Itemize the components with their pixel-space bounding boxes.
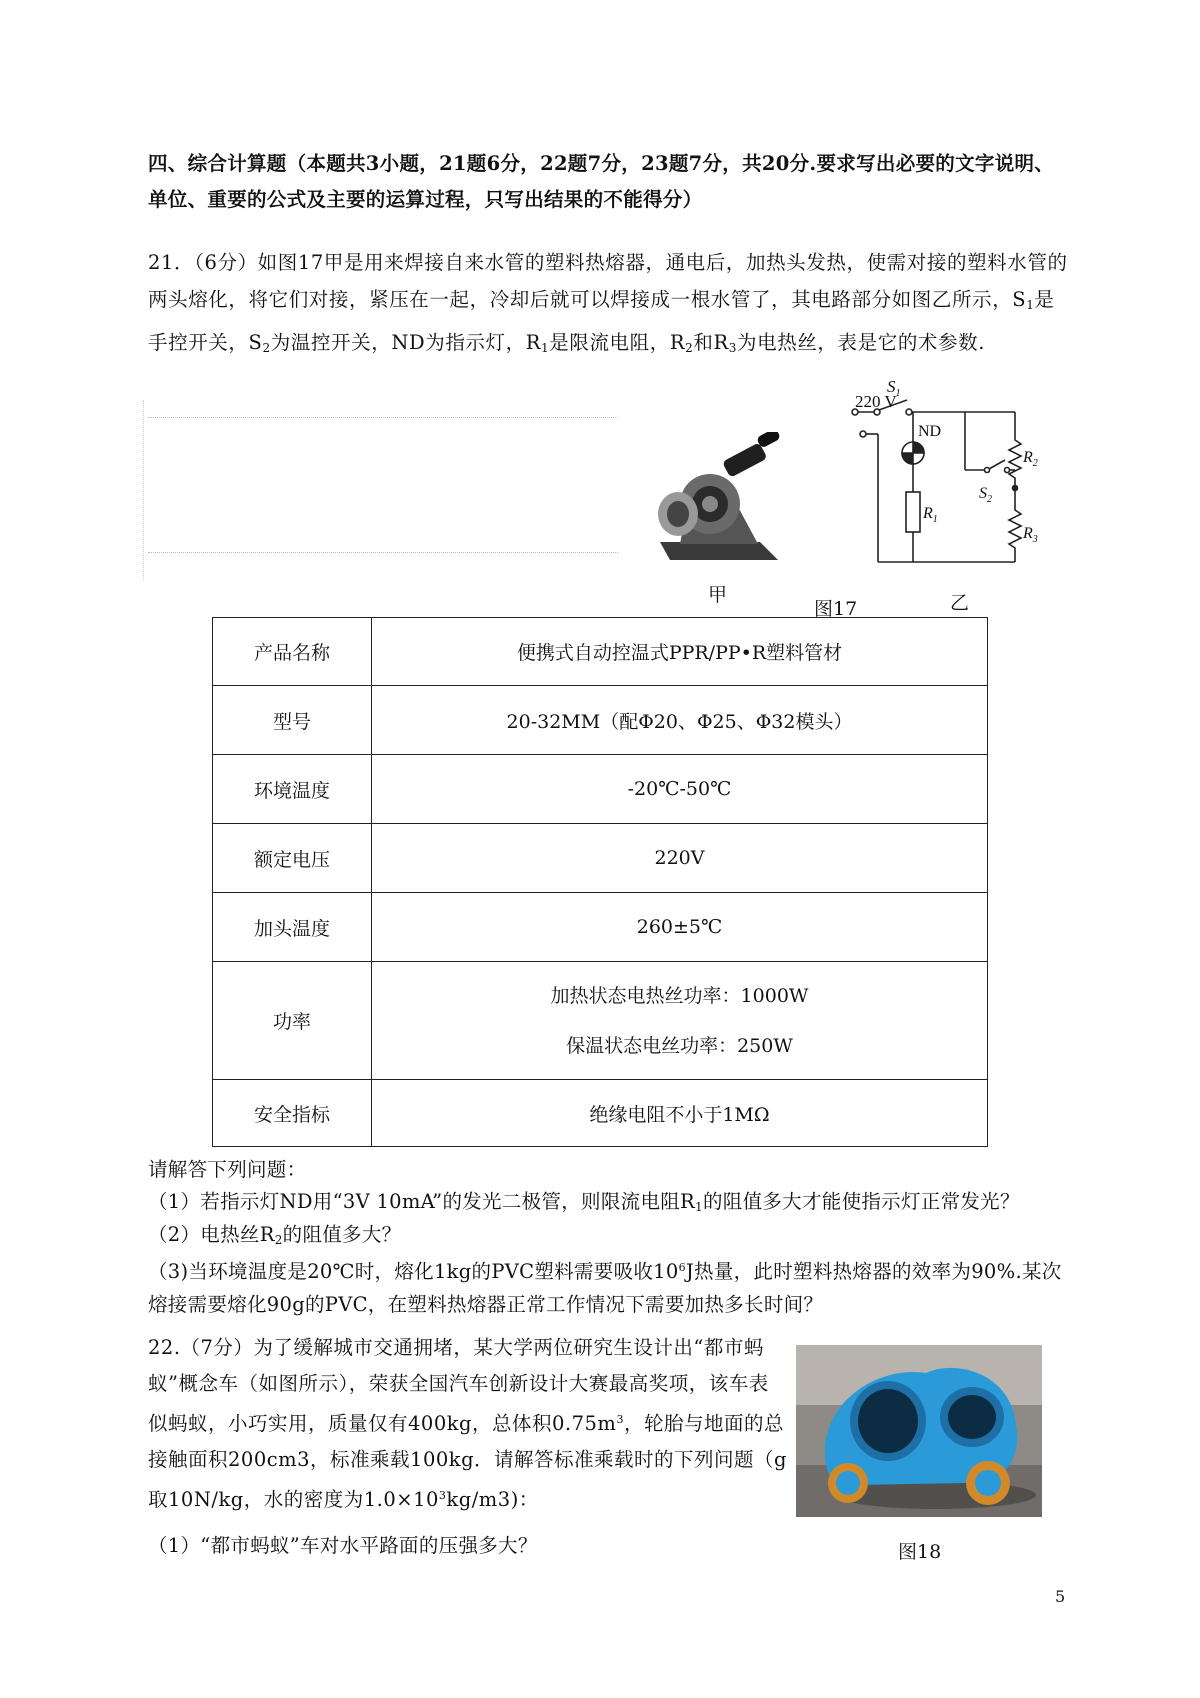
table-cell-key: 安全指标 xyxy=(213,1080,372,1147)
heat-welder-image xyxy=(640,432,790,572)
figure-label-yi: 乙 xyxy=(950,592,970,614)
dotted-line xyxy=(148,552,618,553)
table-row xyxy=(213,686,988,755)
table-cell-value xyxy=(372,962,988,1080)
section-heading: 四、综合计算题（本题共3小题，21题6分，22题7分，23题7分，共20分.要求写出必要的文字说明、单位、重要的公式及主要的运算过程，只写出结果的不能得分） xyxy=(148,152,1055,211)
table-cell-key: 环境温度 xyxy=(213,755,372,824)
circuit-r2-label: $R_2$ xyxy=(1023,449,1038,469)
power-keepwarm-text: 保温状态电丝功率：250W xyxy=(566,1034,793,1057)
spec-table xyxy=(212,617,988,1147)
table-cell-value: 20-32MM（配Φ20、Φ25、Φ32模头） xyxy=(372,686,988,755)
table-row xyxy=(213,755,988,824)
circuit-r3-label: $R_3$ xyxy=(1023,525,1038,545)
table-cell-key: 加头温度 xyxy=(213,893,372,962)
circuit-nd-label: ND xyxy=(918,423,942,440)
table-cell-value: -20℃-50℃ xyxy=(372,755,988,824)
table-cell-value: 260±5℃ xyxy=(372,893,988,962)
table-cell-key: 功率 xyxy=(213,962,372,1080)
dotted-line xyxy=(148,417,618,418)
table-row xyxy=(213,824,988,893)
question-21-text: 21．（6分）如图17甲是用来焊接自来水管的塑料热熔器，通电后，加热头发热，使需对接的塑料水管的两头熔化，将它们对接，紧压在一起，冷却后就可以焊接成一根水管了，其电路部分如图乙所示，S1是手控开关，S2为温控开关，ND为指示灯，R1是限流电阻，R2和R3为电热丝，表是它的术参数. xyxy=(148,251,1068,355)
dotted-line xyxy=(143,400,144,580)
circuit-s2-label: $S_2$ xyxy=(979,485,992,505)
question-22-1: （1）“都市蚂蚁”车对水平路面的压强多大？ xyxy=(148,1534,538,1557)
circuit-voltage-label: 220 V xyxy=(855,392,897,411)
question-21-1: （1）若指示灯ND用“3V 10mA”的发光二极管，则限流电阻R1的阻值多大才能使指示灯正常发光？ xyxy=(148,1190,1020,1214)
circuit-r1-label: $R_1$ xyxy=(923,505,938,525)
question-21-2: （2）电热丝R2的阻值多大？ xyxy=(148,1223,402,1247)
questions-intro: 请解答下列问题： xyxy=(148,1158,307,1181)
table-cell-key: 额定电压 xyxy=(213,824,372,893)
table-cell-value: 便携式自动控温式PPR/PP•R塑料管材 xyxy=(372,618,988,686)
figure-caption-18: 图18 xyxy=(898,1541,942,1563)
table-cell-value: 绝缘电阻不小于1MΩ xyxy=(372,1080,988,1147)
table-cell-key: 型号 xyxy=(213,686,372,755)
figure-caption-17: 图17 xyxy=(814,598,858,620)
table-row xyxy=(213,962,988,1080)
table-cell-key: 产品名称 xyxy=(213,618,372,686)
power-heating-text: 加热状态电热丝功率：1000W xyxy=(550,984,809,1007)
circuit-diagram xyxy=(815,380,1045,580)
question-21-3: （3)当环境温度是20℃时，熔化1kg的PVC塑料需要吸收$10^6J$热量，此时塑料热熔器的效率为90%.某次熔接需要熔化90g的PVC，在塑料热熔器正常工作情况下需要加热多长时间？ xyxy=(148,1260,1062,1316)
table-cell-value: 220V xyxy=(372,824,988,893)
table-row xyxy=(213,618,988,686)
figure-label-jia: 甲 xyxy=(708,584,728,606)
table-row xyxy=(213,893,988,962)
ant-car-image xyxy=(796,1345,1042,1517)
page-number: 5 xyxy=(1055,1587,1066,1606)
table-row xyxy=(213,1080,988,1147)
circuit-s1-label: $S_1$ xyxy=(887,380,901,399)
question-22-text: 22.（7分）为了缓解城市交通拥堵，某大学两位研究生设计出“都市蚂蚁”概念车（如图所示），荣获全国汽车创新设计大赛最高奖项，该车表似蚂蚁，小巧实用，质量仅有400kg，总体积$0.75m^3$，轮胎与地面的总接触面积200cm3，标准乘载100kg．请解答标准乘载时的下列问题（g取10N/kg，水的密度为$1.0\times 10^3kg/m3$)： xyxy=(148,1336,788,1511)
